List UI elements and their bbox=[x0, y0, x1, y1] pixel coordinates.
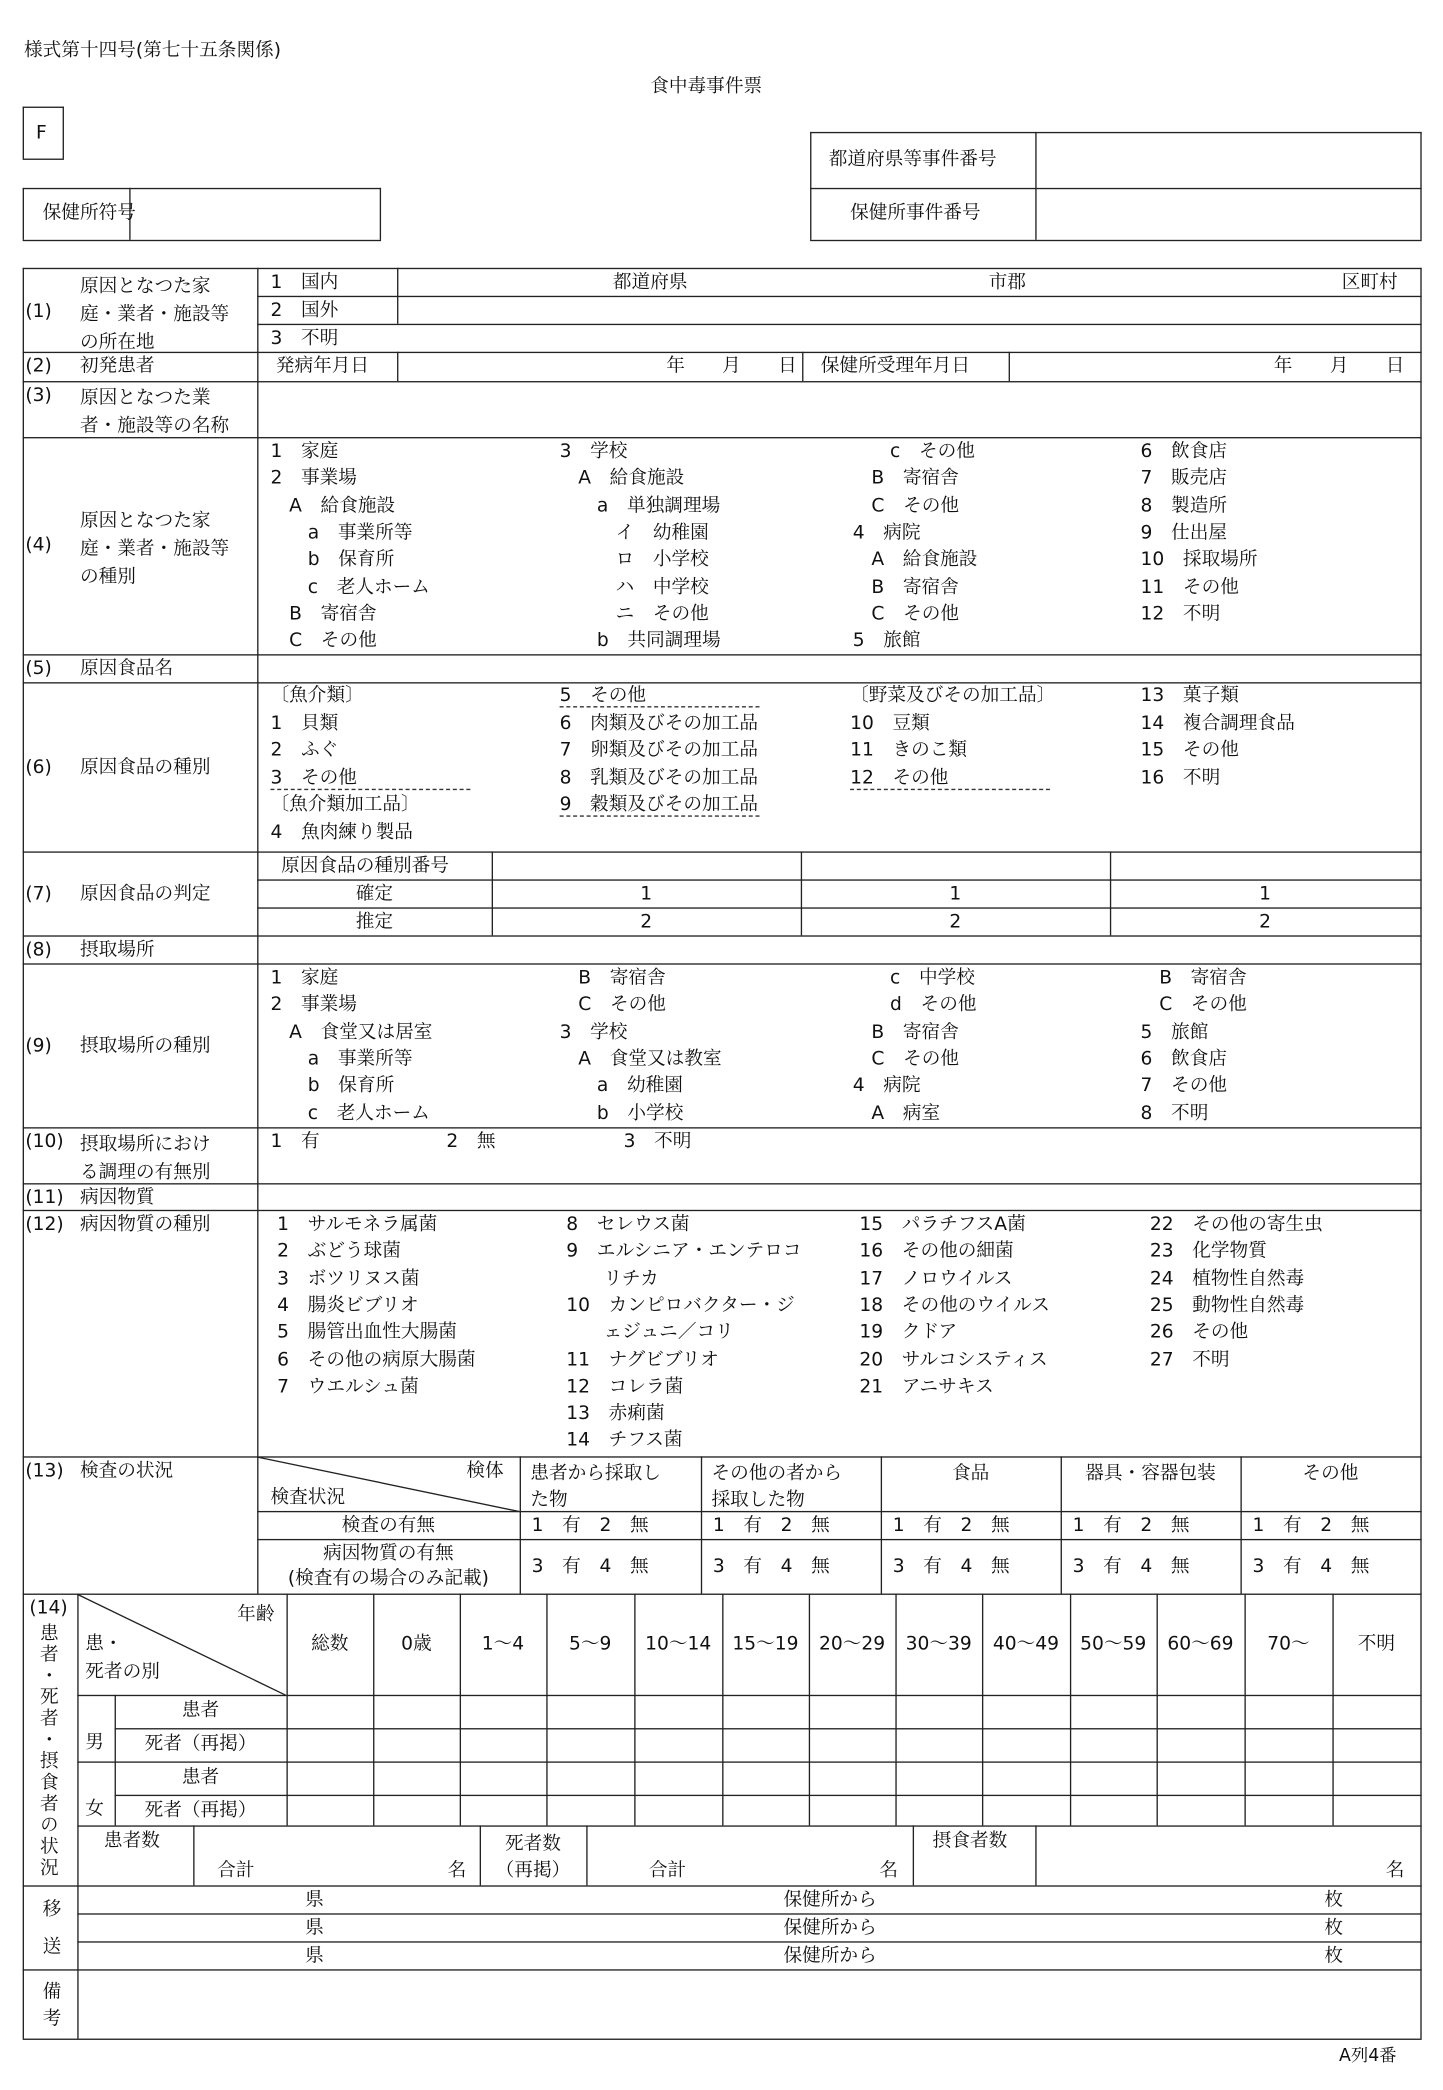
s14-age-header: 10～14 bbox=[645, 1633, 712, 1655]
s12-option[interactable]: 3 ボツリヌス菌 bbox=[277, 1267, 420, 1290]
rule-line bbox=[23, 381, 1422, 382]
rule-line bbox=[23, 1183, 1422, 1184]
s9-option[interactable]: C その他 bbox=[1140, 994, 1247, 1016]
rule-line bbox=[23, 268, 1422, 269]
s10-label: 摂取場所におけ る調理の有無別 bbox=[79, 1133, 211, 1184]
s12-option[interactable]: 7 ウエルシュ菌 bbox=[277, 1376, 419, 1398]
s7-confirmed: 確定 bbox=[355, 883, 394, 905]
transfer-prefecture: 県 bbox=[305, 1889, 324, 1911]
s7-opt[interactable]: 2 bbox=[640, 911, 653, 933]
s6-option[interactable]: 16 不明 bbox=[1140, 766, 1221, 789]
rule-line bbox=[23, 682, 1422, 683]
s14-male-deaths: 死者（再掲） bbox=[144, 1733, 257, 1755]
s14-patients-count-label: 患者数 bbox=[103, 1830, 160, 1853]
s13-num: (13) bbox=[25, 1460, 64, 1482]
s4-option[interactable]: b 保育所 bbox=[270, 549, 395, 571]
s9-option[interactable]: 1 家庭 bbox=[270, 967, 339, 989]
rule-line bbox=[1035, 132, 1036, 240]
s9-option[interactable]: 7 その他 bbox=[1140, 1075, 1228, 1097]
rule-line bbox=[23, 107, 64, 108]
s13-specimen-column: 器具・容器包装 bbox=[1085, 1462, 1216, 1485]
rule-line bbox=[1420, 132, 1421, 240]
rule-line bbox=[23, 159, 64, 160]
s14-age-header: 60～69 bbox=[1167, 1633, 1234, 1655]
rule-line bbox=[23, 963, 1422, 964]
s6-option[interactable]: 〔魚介類加工品〕 bbox=[270, 794, 420, 816]
rule-line bbox=[1332, 1594, 1333, 1826]
s2-received-date: 年 月 日 bbox=[1273, 355, 1405, 378]
s9-option[interactable]: C その他 bbox=[559, 994, 666, 1016]
s12-option[interactable]: 27 不明 bbox=[1149, 1349, 1230, 1371]
s4-num: (4) bbox=[25, 534, 52, 556]
s6-option[interactable]: 3 その他 bbox=[270, 767, 470, 790]
s1-num: (1) bbox=[25, 301, 52, 323]
prefecture-case-number-label: 都道府県等事件番号 bbox=[828, 149, 997, 171]
rule-line bbox=[77, 1695, 1421, 1696]
s4-option[interactable]: 11 その他 bbox=[1140, 576, 1239, 598]
s7-type-number-label: 原因食品の種別番号 bbox=[281, 855, 450, 877]
s12-option[interactable]: 9 エルシニア・エンテロコ bbox=[566, 1240, 802, 1263]
s13-agent-options[interactable]: 3 有 4 無 bbox=[892, 1556, 1010, 1578]
s4-option[interactable]: a 事業所等 bbox=[270, 522, 413, 544]
health-center-case-number-label: 保健所事件番号 bbox=[850, 202, 981, 224]
s3-num: (3) bbox=[25, 385, 52, 407]
s9-option[interactable]: c 老人ホーム bbox=[270, 1102, 430, 1124]
s4-option[interactable]: 7 販売店 bbox=[1140, 468, 1228, 490]
s6-option[interactable]: 11 きのこ類 bbox=[850, 739, 968, 761]
s11-label: 病因物質 bbox=[79, 1187, 155, 1209]
s12-option[interactable]: 13 赤痢菌 bbox=[566, 1403, 665, 1425]
rule-line bbox=[286, 1594, 287, 1826]
rule-line bbox=[373, 1594, 374, 1826]
s12-option[interactable]: 20 サルコシスティス bbox=[859, 1349, 1048, 1371]
s4-option[interactable]: b 共同調理場 bbox=[559, 630, 721, 652]
rule-line bbox=[23, 654, 1422, 655]
s6-option[interactable]: 1 貝類 bbox=[270, 712, 339, 734]
s4-option[interactable]: B 寄宿舎 bbox=[270, 603, 377, 625]
s1-prefecture: 都道府県 bbox=[612, 271, 688, 294]
transfer-from: 保健所から bbox=[783, 1889, 877, 1911]
s4-label: 原因となつた家 庭・業者・施設等 の種別 bbox=[79, 510, 230, 588]
s9-option[interactable]: A 食堂又は居室 bbox=[270, 1021, 433, 1043]
rule-line bbox=[23, 107, 24, 159]
s6-option[interactable]: 6 肉類及びその加工品 bbox=[559, 712, 759, 734]
s5-label: 原因食品名 bbox=[79, 658, 174, 680]
rule-line bbox=[257, 324, 1422, 325]
s12-option[interactable]: 25 動物性自然毒 bbox=[1149, 1294, 1305, 1317]
s13-agent-label: 病因物質の有無 (検査有の場合のみ記載) bbox=[287, 1542, 489, 1590]
s7-opt[interactable]: 1 bbox=[640, 883, 653, 905]
s2-onset-date: 年 月 日 bbox=[666, 355, 797, 378]
s4-option[interactable]: 8 製造所 bbox=[1140, 495, 1228, 517]
s1-label: 原因となつた家 庭・業者・施設等 の所在地 bbox=[79, 275, 230, 354]
s12-option[interactable]: 22 その他の寄生虫 bbox=[1149, 1213, 1323, 1236]
s9-option[interactable]: 8 不明 bbox=[1140, 1102, 1209, 1124]
s12-option[interactable]: 5 腸管出血性大腸菌 bbox=[277, 1321, 457, 1344]
s4-option[interactable]: a 単独調理場 bbox=[559, 495, 721, 517]
s4-option[interactable]: c 老人ホーム bbox=[270, 576, 430, 598]
s6-option[interactable]: 9 穀類及びその加工品 bbox=[559, 794, 759, 816]
remarks-label: 備考 bbox=[39, 1981, 62, 2035]
s7-opt[interactable]: 1 bbox=[949, 883, 962, 905]
rule-line bbox=[397, 268, 398, 324]
s6-label: 原因食品の種別 bbox=[79, 756, 211, 779]
transfer-prefecture: 県 bbox=[305, 1917, 324, 1939]
s4-option[interactable]: 9 仕出屋 bbox=[1140, 522, 1228, 544]
s9-option[interactable]: a 事業所等 bbox=[270, 1048, 413, 1070]
s14-male-patients: 患者 bbox=[181, 1700, 220, 1722]
s12-option[interactable]: 19 クドア bbox=[859, 1321, 958, 1344]
s7-label: 原因食品の判定 bbox=[79, 883, 211, 905]
s9-option[interactable]: d その他 bbox=[852, 994, 977, 1016]
transfer-prefecture: 県 bbox=[305, 1945, 324, 1967]
s2-received-label: 保健所受理年月日 bbox=[820, 355, 970, 378]
s1-unknown: 3 不明 bbox=[270, 327, 339, 350]
rule-line bbox=[63, 107, 64, 159]
s13-specimen-label: 検体 bbox=[466, 1460, 504, 1482]
s14-vertical-label: 患者・死者・摂食者の状況 bbox=[37, 1622, 59, 1879]
s4-option[interactable]: 6 飲食店 bbox=[1140, 441, 1228, 463]
s1-domestic: 1 国内 bbox=[270, 271, 339, 294]
rule-line bbox=[23, 851, 1422, 852]
s9-option[interactable]: B 寄宿舎 bbox=[559, 967, 666, 989]
s10-no[interactable]: 2 無 bbox=[446, 1131, 496, 1153]
s13-specimen-column: その他の者から 採取した物 bbox=[711, 1462, 843, 1511]
s8-num: (8) bbox=[25, 939, 52, 961]
s12-option[interactable]: 15 パラチフスA菌 bbox=[859, 1213, 1026, 1236]
s14-age-header: 総数 bbox=[311, 1633, 349, 1655]
s13-agent-options[interactable]: 3 有 4 無 bbox=[1252, 1556, 1370, 1578]
s13-tested-options[interactable]: 1 有 2 無 bbox=[531, 1514, 649, 1537]
rule-line bbox=[23, 352, 1422, 353]
s13-agent-options[interactable]: 3 有 4 無 bbox=[712, 1556, 830, 1578]
rule-line bbox=[722, 1594, 723, 1826]
paper-size: A列4番 bbox=[1339, 2046, 1397, 2067]
s4-option[interactable]: ハ 中学校 bbox=[559, 576, 709, 598]
rule-line bbox=[1420, 268, 1421, 2039]
rule-line bbox=[810, 240, 1422, 241]
s9-option[interactable]: B 寄宿舎 bbox=[1140, 967, 1247, 989]
rule-line bbox=[115, 1728, 1422, 1729]
rule-line bbox=[23, 1969, 1422, 1970]
s14-age-header: 5～9 bbox=[569, 1633, 612, 1655]
s14-age-label: 年齢 bbox=[237, 1604, 275, 1626]
s13-agent-options[interactable]: 3 有 4 無 bbox=[1072, 1556, 1190, 1578]
s4-option[interactable]: 5 旅館 bbox=[852, 630, 921, 652]
s4-option[interactable]: C その他 bbox=[852, 603, 960, 625]
s9-option[interactable]: 3 学校 bbox=[559, 1021, 628, 1043]
s4-option[interactable]: c その他 bbox=[852, 441, 975, 463]
s10-unknown[interactable]: 3 不明 bbox=[623, 1131, 692, 1153]
rule-line bbox=[810, 132, 1422, 133]
rule-line bbox=[23, 1456, 1422, 1457]
rule-line bbox=[802, 352, 803, 381]
rule-line bbox=[982, 1594, 983, 1826]
s4-option[interactable]: 2 事業場 bbox=[270, 468, 357, 490]
s13-agent-options[interactable]: 3 有 4 無 bbox=[531, 1556, 649, 1578]
s6-option[interactable]: 10 豆類 bbox=[850, 712, 930, 734]
s1-city: 市郡 bbox=[988, 271, 1026, 294]
s4-option[interactable]: ニ その他 bbox=[559, 603, 709, 625]
s6-option[interactable]: 15 その他 bbox=[1140, 739, 1239, 761]
s12-option[interactable]: 14 チフス菌 bbox=[566, 1430, 683, 1452]
s7-presumed: 推定 bbox=[355, 911, 394, 933]
rule-line bbox=[1244, 1594, 1245, 1826]
transfer-label: 移送 bbox=[39, 1898, 62, 1974]
rule-line bbox=[810, 132, 811, 240]
transfer-from: 保健所から bbox=[783, 1917, 877, 1939]
s14-eaters-count-label: 摂食者数 bbox=[932, 1830, 1008, 1853]
s12-option[interactable]: 16 その他の細菌 bbox=[859, 1240, 1014, 1263]
s14-deaths-total: 合計 bbox=[648, 1860, 687, 1882]
s6-option[interactable]: 7 卵類及びその加工品 bbox=[559, 739, 759, 761]
health-center-code-label: 保健所符号 bbox=[42, 202, 136, 224]
s14-female: 女 bbox=[85, 1798, 104, 1821]
rule-line bbox=[193, 1825, 194, 1885]
s14-age-header: 40～49 bbox=[992, 1633, 1060, 1655]
s6-option[interactable]: 〔魚介類〕 bbox=[270, 684, 364, 707]
rule-line bbox=[634, 1594, 635, 1826]
s4-option[interactable]: A 給食施設 bbox=[852, 549, 978, 571]
rule-line bbox=[77, 1825, 1421, 1826]
s9-option[interactable]: 5 旅館 bbox=[1140, 1021, 1209, 1043]
s14-kind-label: 患・ 死者の別 bbox=[85, 1633, 160, 1683]
s14-age-header: 1～4 bbox=[481, 1633, 525, 1655]
s7-num: (7) bbox=[25, 883, 52, 905]
s6-option[interactable]: 8 乳類及びその加工品 bbox=[559, 766, 759, 789]
s14-eaters-unit: 名 bbox=[1385, 1860, 1405, 1882]
rule-line bbox=[115, 1795, 1422, 1796]
s9-option[interactable]: b 保育所 bbox=[270, 1075, 395, 1097]
rule-line bbox=[23, 2039, 1422, 2040]
rule-line bbox=[77, 1594, 78, 2039]
s4-option[interactable]: 3 学校 bbox=[559, 441, 628, 463]
s9-option[interactable]: A 食堂又は教室 bbox=[559, 1048, 722, 1070]
s4-option[interactable]: イ 幼稚園 bbox=[559, 522, 709, 544]
s9-option[interactable]: 2 事業場 bbox=[270, 994, 357, 1016]
rule-line bbox=[380, 188, 381, 240]
rule-line bbox=[546, 1594, 547, 1826]
s13-tested-options[interactable]: 1 有 2 無 bbox=[892, 1514, 1010, 1537]
s12-option[interactable]: 24 植物性自然毒 bbox=[1149, 1267, 1305, 1290]
rule-line bbox=[23, 1885, 1422, 1886]
s2-label: 初発患者 bbox=[79, 355, 155, 378]
s12-option[interactable]: 10 カンピロバクター・ジ bbox=[566, 1294, 795, 1317]
s2-onset-label: 発病年月日 bbox=[275, 355, 370, 378]
s6-num: (6) bbox=[25, 756, 52, 779]
s14-patients-total: 合計 bbox=[217, 1860, 255, 1882]
s12-option[interactable]: 26 その他 bbox=[1149, 1321, 1249, 1344]
s12-option[interactable]: ェジュニ／コリ bbox=[566, 1321, 734, 1344]
rule-line bbox=[23, 188, 24, 240]
s4-option[interactable]: B 寄宿舎 bbox=[852, 576, 959, 598]
rule-line bbox=[23, 1210, 1422, 1211]
rule-line bbox=[1009, 352, 1010, 381]
s14-female-deaths: 死者（再掲） bbox=[144, 1800, 257, 1822]
s14-deaths-unit: 名 bbox=[879, 1860, 899, 1882]
s10-yes[interactable]: 1 有 bbox=[270, 1131, 320, 1153]
s9-label: 摂取場所の種別 bbox=[79, 1035, 211, 1057]
s13-label: 検査の状況 bbox=[79, 1460, 174, 1482]
rule-line bbox=[257, 879, 1422, 880]
s4-option[interactable]: 12 不明 bbox=[1140, 603, 1221, 625]
s13-tested-options[interactable]: 1 有 2 無 bbox=[1252, 1514, 1370, 1537]
s14-patients-unit: 名 bbox=[447, 1860, 467, 1882]
rule-line bbox=[1070, 1594, 1071, 1826]
form-number: 様式第十四号(第七十五条関係) bbox=[23, 39, 282, 62]
s14-num: (14) bbox=[29, 1597, 68, 1619]
s6-option[interactable]: 2 ふぐ bbox=[270, 739, 339, 761]
s4-option[interactable]: 10 採取場所 bbox=[1140, 549, 1258, 571]
s14-age-header: 0歳 bbox=[401, 1633, 432, 1655]
s4-option[interactable]: 4 病院 bbox=[852, 522, 921, 544]
rule-line bbox=[809, 1594, 810, 1826]
s9-num: (9) bbox=[25, 1035, 52, 1057]
s4-option[interactable]: C その他 bbox=[852, 495, 960, 517]
s14-female-patients: 患者 bbox=[181, 1766, 220, 1789]
s9-option[interactable]: b 小学校 bbox=[559, 1102, 684, 1124]
f-mark: F bbox=[35, 122, 47, 144]
s13-specimen-column: その他 bbox=[1302, 1462, 1359, 1485]
s8-label: 摂取場所 bbox=[79, 939, 155, 961]
rule-line bbox=[77, 1761, 1421, 1762]
s3-label: 原因となつた業 者・施設等の名称 bbox=[79, 387, 230, 438]
s14-age-header: 70～ bbox=[1267, 1633, 1310, 1655]
s6-option[interactable]: 4 魚肉練り製品 bbox=[270, 821, 413, 843]
s6-option[interactable]: 〔野菜及びその加工品〕 bbox=[850, 684, 1056, 707]
s12-option[interactable]: 6 その他の病原大腸菌 bbox=[277, 1349, 476, 1371]
rule-line bbox=[895, 1594, 896, 1826]
s9-option[interactable]: A 病室 bbox=[852, 1102, 941, 1124]
rule-line bbox=[1157, 1594, 1158, 1826]
s13-status-label: 検査状況 bbox=[270, 1486, 346, 1509]
rule-line bbox=[23, 437, 1422, 438]
s11-num: (11) bbox=[25, 1187, 64, 1209]
transfer-sheets: 枚 bbox=[1324, 1945, 1344, 1967]
s4-option[interactable]: C その他 bbox=[270, 630, 377, 652]
s13-tested-options[interactable]: 1 有 2 無 bbox=[1072, 1514, 1190, 1537]
s6-option[interactable]: 5 その他 bbox=[560, 685, 760, 708]
rule-line bbox=[23, 240, 381, 241]
s12-option[interactable]: 1 サルモネラ属菌 bbox=[277, 1213, 438, 1236]
s13-specimen-column: 患者から採取し た物 bbox=[530, 1462, 661, 1511]
s13-tested-label: 検査の有無 bbox=[341, 1514, 436, 1537]
s1-overseas: 2 国外 bbox=[270, 299, 339, 322]
page-title: 食中毒事件票 bbox=[650, 75, 763, 98]
s12-option[interactable]: 18 その他のウイルス bbox=[859, 1294, 1050, 1317]
s6-option[interactable]: 12 その他 bbox=[850, 767, 1050, 790]
s4-option[interactable]: A 給食施設 bbox=[270, 495, 396, 517]
s9-option[interactable]: 6 飲食店 bbox=[1140, 1048, 1228, 1070]
transfer-sheets: 枚 bbox=[1324, 1889, 1344, 1911]
s9-option[interactable]: c 中学校 bbox=[852, 967, 975, 989]
s14-age-header: 30～39 bbox=[905, 1633, 972, 1655]
s14-deaths-count-label: 死者数 （再掲） bbox=[495, 1833, 571, 1882]
s14-age-header: 50～59 bbox=[1080, 1633, 1147, 1655]
s4-option[interactable]: ロ 小学校 bbox=[559, 549, 709, 571]
rule-line bbox=[397, 352, 398, 381]
s7-opt[interactable]: 2 bbox=[1259, 911, 1272, 933]
rule-line bbox=[23, 268, 24, 2039]
s14-male: 男 bbox=[85, 1732, 104, 1754]
rule-line bbox=[257, 1539, 1422, 1540]
s12-option[interactable]: 4 腸炎ビブリオ bbox=[277, 1294, 419, 1317]
rule-line bbox=[23, 1127, 1422, 1128]
s4-option[interactable]: B 寄宿舎 bbox=[852, 468, 959, 490]
s6-option[interactable]: 13 菓子類 bbox=[1140, 684, 1239, 707]
s13-specimen-column: 食品 bbox=[951, 1462, 990, 1485]
s5-num: (5) bbox=[25, 658, 52, 680]
rule-line bbox=[520, 1456, 521, 1593]
s9-option[interactable]: 4 病院 bbox=[852, 1075, 921, 1097]
s1-ward: 区町村 bbox=[1341, 271, 1398, 294]
s14-age-header: 15～19 bbox=[732, 1633, 799, 1655]
s12-option[interactable]: リチカ bbox=[566, 1267, 659, 1290]
s12-option[interactable]: 11 ナグビブリオ bbox=[566, 1349, 719, 1371]
s10-num: (10) bbox=[25, 1131, 64, 1153]
rule-line bbox=[23, 935, 1422, 936]
transfer-sheets: 枚 bbox=[1324, 1917, 1344, 1939]
s14-age-header: 不明 bbox=[1357, 1633, 1396, 1655]
rule-line bbox=[23, 188, 381, 189]
s9-option[interactable]: B 寄宿舎 bbox=[852, 1021, 959, 1043]
rule-line bbox=[460, 1594, 461, 1826]
s12-option[interactable]: 23 化学物質 bbox=[1149, 1240, 1267, 1263]
s9-option[interactable]: C その他 bbox=[852, 1048, 960, 1070]
s12-option[interactable]: 12 コレラ菌 bbox=[566, 1376, 684, 1398]
s7-opt[interactable]: 1 bbox=[1259, 883, 1272, 905]
s12-option[interactable]: 17 ノロウイルス bbox=[859, 1267, 1013, 1290]
transfer-from: 保健所から bbox=[783, 1945, 877, 1967]
s12-num: (12) bbox=[25, 1213, 64, 1236]
s6-option[interactable]: 14 複合調理食品 bbox=[1140, 712, 1295, 734]
s9-option[interactable]: a 幼稚園 bbox=[559, 1075, 683, 1097]
rule-line bbox=[257, 907, 1422, 908]
s12-option[interactable]: 21 アニサキス bbox=[859, 1376, 994, 1398]
rule-line bbox=[77, 1941, 1421, 1942]
s12-option[interactable]: 2 ぶどう球菌 bbox=[277, 1240, 401, 1263]
rule-line bbox=[1035, 1825, 1036, 1885]
rule-line bbox=[77, 1913, 1421, 1914]
rule-line bbox=[586, 1825, 587, 1885]
rule-line bbox=[257, 296, 1422, 297]
rule-line bbox=[913, 1825, 914, 1885]
s12-label: 病因物質の種別 bbox=[79, 1213, 211, 1236]
s14-age-header: 20～29 bbox=[818, 1633, 886, 1655]
s7-opt[interactable]: 2 bbox=[949, 911, 962, 933]
s13-tested-options[interactable]: 1 有 2 無 bbox=[712, 1514, 830, 1537]
rule-line bbox=[810, 188, 1422, 189]
s4-option[interactable]: A 給食施設 bbox=[559, 468, 685, 490]
s4-option[interactable]: 1 家庭 bbox=[270, 441, 339, 463]
s2-num: (2) bbox=[25, 355, 52, 378]
rule-line bbox=[701, 1456, 702, 1593]
s12-option[interactable]: 8 セレウス菌 bbox=[566, 1213, 690, 1236]
